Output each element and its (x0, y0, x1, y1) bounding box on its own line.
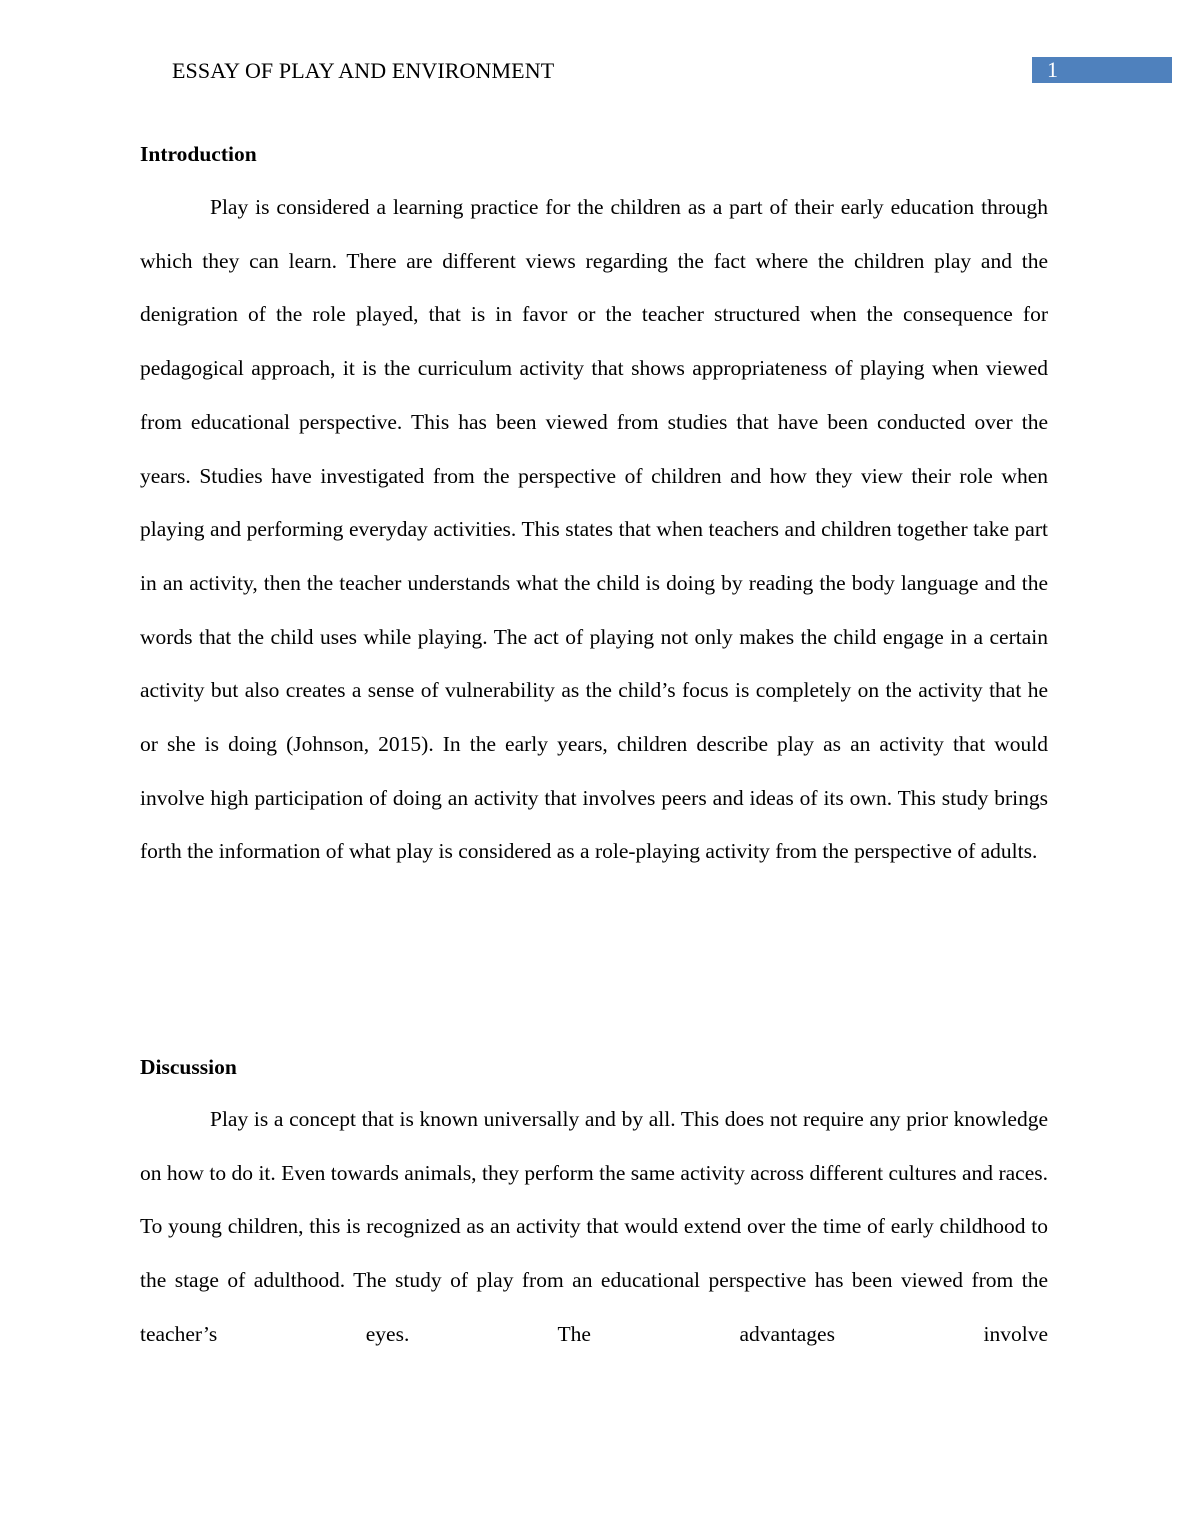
running-head: ESSAY OF PLAY AND ENVIRONMENT (172, 58, 555, 83)
discussion-heading: Discussion (140, 1055, 237, 1079)
discussion-paragraph: Play is a concept that is known universally and by all. This does not require any prior knowledge on how to do it. Even towards animals, they perform the same activity across different cultures and races. To young children, this is recognized as an activity that would extend over the time of early childhood to the stage of adulthood. The study of play from an educational perspective has been viewed from the teacher’s eyes. The advantages involve (140, 1107, 1048, 1346)
page-number-box (1032, 57, 1172, 83)
introduction-paragraph: Play is considered a learning practice for the children as a part of their early education through which they can learn. There are different views regarding the fact where the children play and the denigration of the role played, that is in favor or the teacher structured when the consequence for pedagogical approach, it is the curriculum activity that shows appropriateness of playing when viewed from educational perspective. This has been viewed from studies that have been conducted over the years. Studies have investigated from the perspective of children and how they view their role when playing and performing everyday activities. This states that when teachers and children together take part in an activity, then the teacher understands what the child is doing by reading the body language and the words that the child uses while playing. The act of playing not only makes the child engage in a certain activity but also creates a sense of vulnerability as the child’s focus is completely on the activity that he or she is doing (Johnson, 2015). In the early years, children describe play as an activity that would involve high participation of doing an activity that involves peers and ideas of its own. This study brings forth the information of what play is considered as a role-playing activity from the perspective of adults. (140, 195, 1048, 864)
page-number: 1 (1047, 57, 1058, 82)
introduction-heading: Introduction (140, 142, 257, 166)
